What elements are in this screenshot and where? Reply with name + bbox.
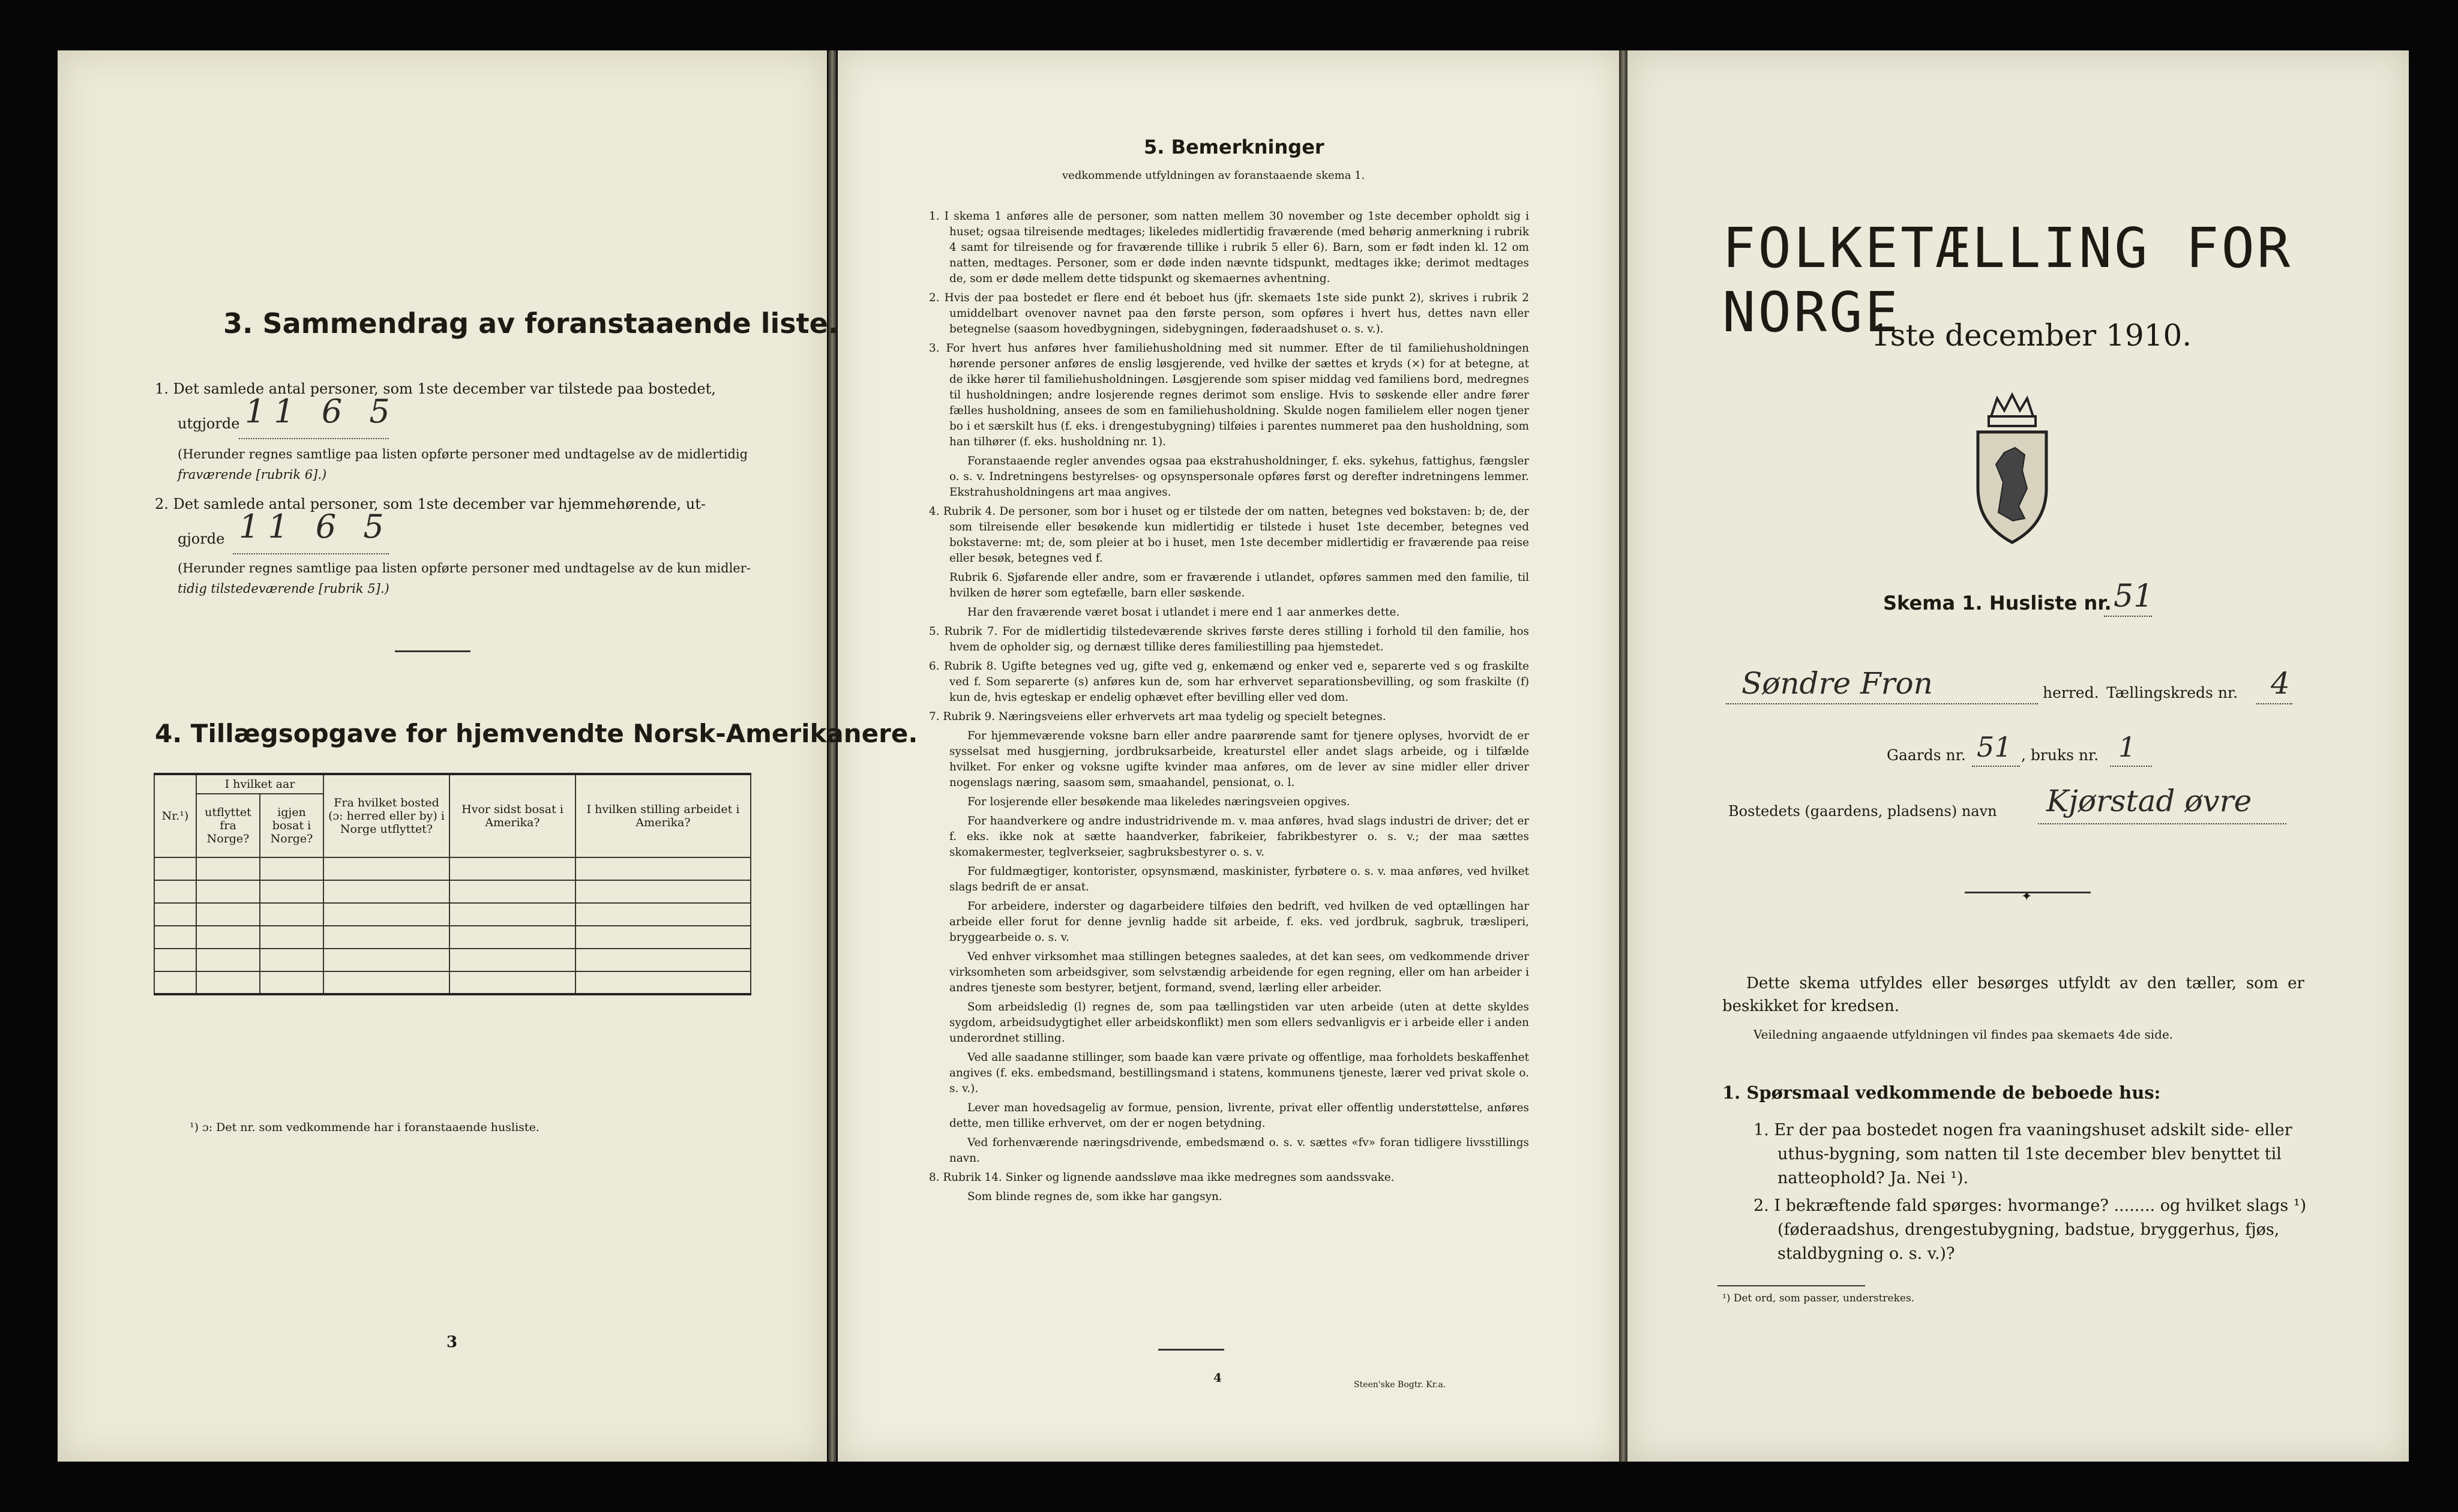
- remarks-body: [929, 209, 1529, 1208]
- col-header-stilling: I hvilken stilling arbeidet i Amerika?: [575, 774, 751, 857]
- remark-paragraph: Foranstaaende regler anvendes ogsaa paa ekstrahusholdninger, f. eks. sykehus, fattighus, fængsler o. s. v. Indretningens bestyrelses- og opsynspersonale opføres først og derefter indretningens lemmer. Ekstrahusholdningens art maa angives.: [949, 455, 1529, 499]
- remark-paragraph: 4. Rubrik 4. De personer, som bor i huset og er tilstede der om natten, betegnes ved bokstaven: b; de, der som tilreisende eller besøkende kun midlertidig er tilstede i huset 1ste december, betegnes ved bokstaverne: mt; de, som pleier at bo i huset, men 1ste december midlertidig er fraværende paa reise eller besøk, betegnes ved f.: [929, 505, 1529, 565]
- page-number: 4: [1213, 1370, 1222, 1385]
- summary-item-2-prefix: gjorde: [178, 530, 225, 547]
- divider-ornament: ✦: [2021, 889, 2033, 904]
- herred-value: Søndre Fron: [1741, 666, 1933, 701]
- summary-section-title: 3. Sammendrag av foranstaaende liste.: [223, 307, 839, 340]
- remark-paragraph: 7. Rubrik 9. Næringsveiens eller erhvervets art maa tydelig og specielt betegnes.: [929, 710, 1386, 723]
- divider: [1717, 1285, 1865, 1286]
- remark-paragraph: For hjemmeværende voksne barn eller andre paarørende samt for tjenere oplyses, hvorvidt de er sysselsat med husgjerning, jordbruksarbeide, kreaturstel eller andet slags arbeide, og i tilfælde hvilket. For enker og voksne ugifte kvinder maa anføres, om de lever av sine midler eller driver nogenslags næring, saasom søm, smaahandel, pensionat, o. l.: [949, 730, 1529, 789]
- remark-paragraph: Ved alle saadanne stillinger, som baade kan være private og offentlige, maa forholdets beskaffenhet angives (f. eks. embedsmand, bestillingsmand i statens, kommunens tjeneste, lærer ved privat skole o. s. v.).: [949, 1051, 1529, 1095]
- remark-paragraph: Lever man hovedsagelig av formue, pension, livrente, privat eller offentlig understøttelse, anføres dette, men tillike erhvervet, om der er nogen betydning.: [949, 1102, 1529, 1130]
- husliste-nr-line: [2104, 616, 2152, 617]
- herred-label: herred.: [2043, 684, 2099, 701]
- remark-paragraph: For arbeidere, inderster og dagarbeidere tilføies den bedrift, ved hvilken de ved optællingen har arbeide eller forut for denne jevnlig hadde sit arbeide, f. eks. ved jordbruk, sagbruk, træsliperi, bryggearbeide o. s. v.: [949, 900, 1529, 944]
- remark-paragraph: Ved enhver virksomhet maa stillingen betegnes saaledes, at det kan sees, om vedkommende driver virksomheten som arbeidsgiver, som selvstændig arbeidende for egen regning, eller om han arbeider i andres tjeneste som bestyrer, betjent, formand, svend, lærling eller arbeider.: [949, 950, 1529, 994]
- gaards-value: 51: [1977, 731, 2012, 763]
- remark-paragraph: Som blinde regnes de, som ikke har gangsyn.: [967, 1190, 1222, 1203]
- summary-item-1-text: 1. Det samlede antal personer, som 1ste december var tilstede paa bostedet,: [155, 380, 716, 397]
- herred-line: [1726, 703, 2038, 704]
- summary-item-1-prefix: utgjorde: [178, 415, 240, 432]
- remark-paragraph: For losjerende eller besøkende maa likeledes næringsveien opgives.: [967, 796, 1350, 808]
- kreds-value: 4: [2271, 666, 2290, 701]
- remark-paragraph: 6. Rubrik 8. Ugifte betegnes ved ug, gifte ved g, enkemænd og enker ved e, separerte ved s og fraskilte ved f. Som separerte (s) anføres kun de, som har erhvervet separationsbevilling, og som fraskilte (f) kun de, hvis egteskap er endelig ophævet efter bevilling eller ved dom.: [929, 660, 1529, 704]
- col-header-utflyttet: utflyttet fra Norge?: [196, 794, 260, 857]
- summary-item-2-note-line: tidig tilstedeværende [rubrik 5].): [178, 581, 389, 596]
- remark-paragraph: 8. Rubrik 14. Sinker og lignende aandssløve maa ikke medregnes som aandssvake.: [929, 1171, 1395, 1184]
- col-header-fra: Fra hvilket bosted (ɔ: herred eller by) i Norge utflyttet?: [323, 774, 449, 857]
- instruction-note: Veiledning angaaende utfyldningen vil findes paa skemaets 4de side.: [1753, 1027, 2174, 1042]
- instruction-text: Dette skema utfyldes eller besørges utfyldt av den tæller, som er beskikket for kredsen.: [1722, 974, 2304, 1015]
- coat-of-arms-icon: [1967, 392, 2057, 547]
- page-fold: [828, 50, 837, 1462]
- norsk-amerikanere-table: [154, 773, 751, 995]
- col-header-group: I hvilket aar: [196, 774, 323, 794]
- bosted-value: Kjørstad øvre: [2046, 784, 2252, 818]
- bruks-label: , bruks nr.: [2021, 746, 2099, 764]
- question-1: 1. Er der paa bostedet nogen fra vaaningshuset adskilt side- eller uthus-bygning, som natten til 1ste december blev benyttet til natteophold? Ja. Nei ¹).: [1753, 1121, 2292, 1187]
- summary-item-1-value: 11 6 5: [245, 392, 398, 430]
- kreds-line: [2256, 703, 2292, 704]
- summary-item-1-note: [155, 444, 755, 485]
- summary-item-2-note-line: (Herunder regnes samtlige paa listen opførte personer med undtagelse av de kun midler-: [178, 561, 751, 575]
- question-section-title: 1. Spørsmaal vedkommende de beboede hus:: [1722, 1082, 2161, 1103]
- bosted-line: [2038, 823, 2286, 824]
- census-title: FOLKETÆLLING FOR NORGE: [1722, 216, 2293, 344]
- remark-paragraph: 3. For hvert hus anføres hver familiehusholdning med sit nummer. Efter de til familiehusholdningen hørende personer anføres de enslig løsgjerende, ved hvilke der sættes et kryds (×) for at betegne, at de ikke hører til familiehusholdningen. Løsgjerende som spiser middag ved familiens bord, medregnes til husholdningen; andre losjerende regnes derimot som enslige. Hvis to søskende eller andre fører fælles husholdning, ansees de som en familiehusholdning. Skulde nogen familielem eller nogen tjener bo i et særskilt hus (f. eks. i drengestubygning) tilføies i parentes nummeret paa den husholdning, som han tilhører (f. eks. husholdning nr. 1).: [929, 342, 1529, 448]
- table-footnote: ¹) ɔ: Det nr. som vedkommende har i foranstaaende husliste.: [190, 1121, 539, 1134]
- remark-paragraph: Har den fraværende været bosat i utlandet i mere end 1 aar anmerkes dette.: [967, 606, 1400, 619]
- printer-mark: Steen'ske Bogtr. Kr.a.: [1354, 1380, 1446, 1390]
- remarks-title: 5. Bemerkninger: [1144, 136, 1324, 158]
- divider: [395, 650, 470, 652]
- remark-paragraph: 5. Rubrik 7. For de midlertidig tilstedeværende skrives første deres stilling i forhold til den familie, hos hvem de opholder sig, og dernæst tillike deres familiestilling paa hjemstedet.: [929, 625, 1529, 653]
- summary-item-2: [155, 491, 755, 599]
- remark-paragraph: Som arbeidsledig (l) regnes de, som paa tællingstiden var uten arbeide (uten at dette skyldes sygdom, arbeidsudygtighet eller arbeidskonflikt) men som ellers sedvanligvis er i arbeide eller i anden underordnet stilling.: [949, 1001, 1529, 1045]
- col-header-igjen: igjen bosat i Norge?: [260, 794, 323, 857]
- kreds-label: Tællingskreds nr.: [2106, 684, 2238, 701]
- question-2: 2. I bekræftende fald spørges: hvormange? ........ og hvilket slags ¹) (føderaadshus, drengestubygning, badstue, bryggerhus, fjøs, staldbygning o. s. v.)?: [1753, 1196, 2307, 1263]
- gaards-label: Gaards nr.: [1887, 746, 1966, 764]
- summary-item-1-note-line: (Herunder regnes samtlige paa listen opførte personer med undtagelse av de midlertidig: [178, 447, 748, 461]
- bruks-value: 1: [2118, 731, 2136, 763]
- page-number: 3: [446, 1333, 458, 1351]
- right-footnote: ¹) Det ord, som passer, understrekes.: [1722, 1292, 1915, 1304]
- summary-item-1-note-line: fraværende [rubrik 6].): [178, 467, 327, 482]
- page-fold: [1619, 50, 1627, 1462]
- remark-paragraph: Ved forhenværende næringsdrivende, embedsmænd o. s. v. sættes «fv» foran tidligere livsstillings navn.: [949, 1136, 1529, 1165]
- remark-paragraph: 1. I skema 1 anføres alle de personer, som natten mellem 30 november og 1ste december opholdt sig i huset; ogsaa tilreisende medtages; likeledes midlertidig fraværende (med behørig anmerkning i rubrik 4 samt for tilreisende og for fraværende tillike i rubrik 5 eller 6). Barn, som er født inden kl. 12 om natten, medtages. Personer, som er døde inden nævnte tidspunkt, medtages ikke; derimot medtages de, som er døde mellem dette tidspunkt og skemaernes avhentning.: [929, 210, 1529, 285]
- remarks-subtitle: vedkommende utfyldningen av foranstaaende skema 1.: [1062, 169, 1365, 182]
- norsk-amerikanere-section-title: 4. Tillægsopgave for hjemvendte Norsk-Amerikanere.: [155, 719, 918, 748]
- remark-paragraph: For fuldmægtiger, kontorister, opsynsmænd, maskinister, fyrbøtere o. s. v. maa anføres, ved hvilket slags bedrift de er ansat.: [949, 865, 1529, 893]
- summary-item-2-value: 11 6 5: [239, 508, 392, 545]
- bruks-line: [2110, 766, 2152, 767]
- summary-item-1: [155, 376, 755, 485]
- summary-item-2-note: [155, 558, 755, 599]
- col-header-nr: Nr.¹): [154, 774, 196, 857]
- gaards-line: [1972, 766, 2020, 767]
- husliste-nr-value: 51: [2114, 578, 2154, 614]
- remark-paragraph: 2. Hvis der paa bostedet er flere end ét beboet hus (jfr. skemaets 1ste side punkt 2), skrives i rubrik 2 umiddelbart ovenover navnet paa den første person, som opføres i hvert hus, dettes navn eller betegnelse (saasom hovedbygningen, sidebygningen, føderaadshuset o. s. v.).: [929, 292, 1529, 335]
- census-date: 1ste december 1910.: [1871, 318, 2192, 353]
- remark-paragraph: Rubrik 6. Sjøfarende eller andre, som er fraværende i utlandet, opføres sammen med den familie, til hvilken de hører som egtefælle, barn eller søskende.: [949, 571, 1529, 599]
- summary-item-2-text: 2. Det samlede antal personer, som 1ste december var hjemmehørende, ut-: [155, 496, 706, 512]
- remark-paragraph: For haandverkere og andre industridrivende m. v. maa anføres, hvad slags industri de driver; det er f. eks. ikke nok at sætte haandverker, fabrikeier, fabrikbestyrer o. s. v.; der maa sættes skomakermester, teglverkseier, sagbruksbestyrer o. s. v.: [949, 815, 1529, 859]
- left-page: [58, 50, 827, 1462]
- col-header-hvor: Hvor sidst bosat i Amerika?: [449, 774, 575, 857]
- divider: [1158, 1349, 1224, 1351]
- skema-label: Skema 1. Husliste nr.: [1883, 592, 2112, 614]
- bosted-label: Bostedets (gaardens, pladsens) navn: [1728, 803, 1997, 820]
